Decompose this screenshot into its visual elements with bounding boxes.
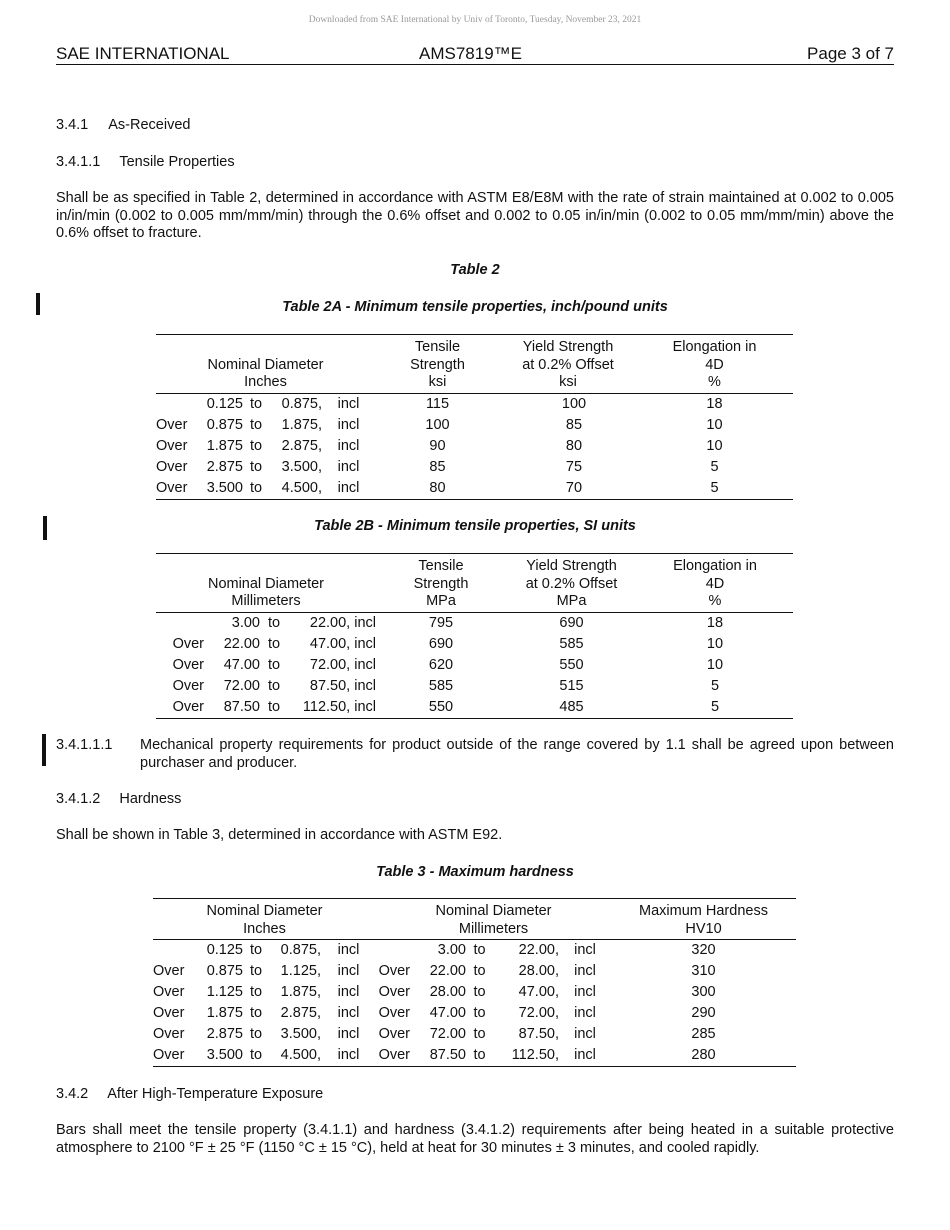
cell-over-inches: Over xyxy=(153,1026,185,1042)
cell-yield-strength: 75 xyxy=(565,458,583,475)
section-3-4-1-heading xyxy=(56,117,190,133)
cell-yield-strength: 85 xyxy=(565,416,583,433)
cell-yield-strength: 485 xyxy=(559,698,584,715)
cell-upto-inches: 1.125, xyxy=(280,963,321,979)
section-title: Hardness xyxy=(119,791,182,807)
header-diameter xyxy=(156,356,375,393)
header-elongation-line1: Elongation in xyxy=(672,339,757,355)
hardness-paragraph: Shall be shown in Table 3, determined in accordance with ASTM E92. xyxy=(56,827,503,843)
cell-to: to xyxy=(249,395,263,412)
cell-over-mm: Over xyxy=(378,1005,410,1021)
header-yield-line2: at 0.2% Offset xyxy=(522,356,614,373)
cell-incl-mm: incl xyxy=(574,963,596,979)
header-inches-line1: Nominal Diameter xyxy=(206,903,323,919)
header-tensile-units: ksi xyxy=(375,374,500,393)
cell-upto-inches: 2.875, xyxy=(280,1005,321,1021)
cell-yield-strength: 690 xyxy=(559,614,584,631)
cell-incl: incl xyxy=(337,458,360,475)
cell-elongation: 18 xyxy=(706,395,723,412)
table-row xyxy=(156,436,793,457)
cell-from: 2.875 xyxy=(206,458,243,475)
cell-tensile-strength: 115 xyxy=(425,395,450,412)
cell-upto: 1.875, xyxy=(281,416,322,433)
cell-over-inches: Over xyxy=(153,963,185,979)
header-tensile-line2: Strength xyxy=(413,575,469,592)
page-header xyxy=(56,44,894,65)
header-diameter-line1: Nominal Diameter xyxy=(207,575,325,592)
cell-over: Over xyxy=(156,437,188,454)
cell-incl-inches: incl xyxy=(337,984,360,1000)
cell-upto: 2.875, xyxy=(281,437,322,454)
cell-incl-inches: incl xyxy=(337,1047,360,1063)
header-elongation-units: % xyxy=(636,374,793,393)
cell-elongation: 5 xyxy=(710,677,720,694)
header-elongation-line2: 4D xyxy=(705,356,724,373)
cell-from: 3.00 xyxy=(231,614,260,631)
section-3-4-1-1-1-text: Mechanical property requirements for product outside of the range covered by 1.1 shall be agreed upon between purchaser and producer. xyxy=(140,737,894,771)
cell-hardness: 310 xyxy=(691,963,716,979)
header-yield-units: MPa xyxy=(506,593,637,612)
cell-elongation: 5 xyxy=(710,479,719,496)
cell-upto-inches: 3.500, xyxy=(280,1026,321,1042)
header-yield-line1: Yield Strength xyxy=(522,339,614,355)
cell-elongation: 5 xyxy=(710,698,720,715)
cell-hardness: 280 xyxy=(691,1047,716,1063)
cell-over-mm: Over xyxy=(378,984,410,1000)
cell-from: 0.875 xyxy=(206,416,243,433)
cell-upto-mm: 112.50, xyxy=(511,1047,559,1063)
cell-from: 3.500 xyxy=(206,479,243,496)
cell-upto: 4.500, xyxy=(281,479,322,496)
section-3-4-1-1-heading xyxy=(56,154,235,170)
table-row xyxy=(153,982,796,1003)
cell-elongation: 10 xyxy=(706,437,723,454)
cell-from-inches: 0.875 xyxy=(206,963,243,979)
table-2-title: Table 2 xyxy=(450,262,500,278)
header-inches-line2: Inches xyxy=(153,921,376,940)
cell-elongation: 5 xyxy=(710,458,719,475)
cell-upto-inches: 4.500, xyxy=(280,1047,321,1063)
cell-over-inches: Over xyxy=(153,984,185,1000)
cell-elongation: 10 xyxy=(706,635,724,652)
cell-incl-inches: incl xyxy=(337,963,360,979)
header-millimeters-line2: Millimeters xyxy=(376,921,611,940)
cell-upto: 47.00, incl xyxy=(309,635,376,652)
cell-incl-mm: incl xyxy=(574,984,596,1000)
cell-yield-strength: 515 xyxy=(559,677,584,694)
header-hardness-line2: HV10 xyxy=(611,921,796,940)
cell-to-inches: to xyxy=(249,984,263,1000)
cell-to: to xyxy=(267,635,281,652)
section-title: Tensile Properties xyxy=(119,154,235,170)
cell-over: Over xyxy=(172,635,204,652)
cell-incl: incl xyxy=(337,416,360,433)
table-row xyxy=(156,457,793,478)
cell-from: 1.875 xyxy=(206,437,243,454)
cell-to: to xyxy=(249,458,263,475)
cell-tensile-strength: 795 xyxy=(428,614,454,631)
cell-incl: incl xyxy=(337,437,360,454)
section-number: 3.4.2 xyxy=(56,1086,89,1102)
cell-over-inches: Over xyxy=(153,1005,185,1021)
header-hardness-line1: Maximum Hardness xyxy=(639,903,768,919)
section-3-4-2-heading xyxy=(56,1086,323,1102)
cell-from-inches: 3.500 xyxy=(206,1047,243,1063)
table-3-caption: Table 3 - Maximum hardness xyxy=(376,864,574,880)
header-tensile-line1: Tensile xyxy=(418,558,464,574)
table-2b xyxy=(156,553,793,719)
cell-upto: 3.500, xyxy=(281,458,322,475)
cell-to-inches: to xyxy=(249,942,263,958)
cell-tensile-strength: 690 xyxy=(428,635,454,652)
header-tensile-units: MPa xyxy=(376,593,506,612)
cell-upto: 72.00, incl xyxy=(309,656,376,673)
cell-upto-mm: 28.00, xyxy=(518,963,559,979)
header-elongation-line2: 4D xyxy=(705,575,725,592)
table-row xyxy=(156,634,793,655)
cell-from-mm: 87.50 xyxy=(429,1047,466,1063)
table-row xyxy=(156,676,793,697)
cell-from-inches: 1.125 xyxy=(206,984,243,1000)
cell-hardness: 285 xyxy=(691,1026,716,1042)
header-diameter xyxy=(156,575,376,612)
table-row xyxy=(153,1003,796,1024)
header-tensile-line1: Tensile xyxy=(414,339,461,355)
high-temperature-paragraph: Bars shall meet the tensile property (3.4.1.1) and hardness (3.4.1.2) requirements after being heated in a suitable protective atmosphere to 2100 °F ± 25 °F (1150 °C ± 15 °C), held at heat for 30 minutes ± 3 minutes, and cooled rapidly. xyxy=(56,1122,894,1156)
cell-over: Over xyxy=(156,416,188,433)
cell-over-inches xyxy=(153,940,197,962)
cell-tensile-strength: 90 xyxy=(429,437,446,454)
table-row xyxy=(153,1024,796,1045)
cell-upto: 87.50, incl xyxy=(309,677,376,694)
cell-to-mm: to xyxy=(473,1026,486,1042)
cell-from-mm: 3.00 xyxy=(437,942,466,958)
cell-over-mm: Over xyxy=(378,1047,410,1063)
table-row xyxy=(156,612,793,634)
table-row xyxy=(156,393,793,415)
cell-upto-mm: 47.00, xyxy=(518,984,559,1000)
table-row xyxy=(156,415,793,436)
cell-upto: 22.00, incl xyxy=(309,614,376,631)
table-3 xyxy=(153,898,796,1067)
header-diameter-line2: Inches xyxy=(244,374,287,390)
cell-to: to xyxy=(249,416,263,433)
table-2a xyxy=(156,334,793,500)
header-diameter-line1: Nominal Diameter xyxy=(207,356,324,373)
cell-to: to xyxy=(267,656,281,673)
cell-upto-mm: 22.00, xyxy=(518,942,559,958)
section-number: 3.4.1 xyxy=(56,117,89,133)
cell-to-mm: to xyxy=(473,963,486,979)
cell-incl-mm: incl xyxy=(574,1047,596,1063)
cell-from-inches: 1.875 xyxy=(206,1005,243,1021)
cell-to-inches: to xyxy=(249,1047,263,1063)
cell-hardness: 290 xyxy=(691,1005,716,1021)
cell-hardness: 320 xyxy=(691,942,716,958)
section-3-4-1-1-1-number: 3.4.1.1.1 xyxy=(56,737,113,753)
cell-tensile-strength: 80 xyxy=(429,479,446,496)
cell-to-mm: to xyxy=(473,1005,486,1021)
header-yield-line2: at 0.2% Offset xyxy=(525,575,618,592)
cell-upto: 0.875, xyxy=(281,395,322,412)
cell-over: Over xyxy=(172,698,204,715)
tensile-properties-paragraph: Shall be as specified in Table 2, determined in accordance with ASTM E8/E8M with the rate of strain maintained at 0.002 to 0.005 in/in/min (0.002 to 0.005 mm/mm/min) through the 0.6% offset and 0.002 to 0.05 in/in/min (0.002 to 0.05 mm/mm/min) above the 0.6% offset to fracture. xyxy=(56,190,894,241)
header-document-number: AMS7819™E xyxy=(419,44,522,63)
table-2a-caption: Table 2A - Minimum tensile properties, inch/pound units xyxy=(282,299,668,315)
cell-upto: 112.50, incl xyxy=(302,698,376,715)
cell-to-inches: to xyxy=(249,1005,263,1021)
header-yield-units: ksi xyxy=(500,374,636,393)
cell-over-mm: Over xyxy=(378,963,410,979)
cell-from-mm: 72.00 xyxy=(429,1026,466,1042)
cell-to-inches: to xyxy=(249,1026,263,1042)
download-watermark: Downloaded from SAE International by Univ of Toronto, Tuesday, November 23, 2021 xyxy=(308,15,642,25)
cell-incl-inches: incl xyxy=(337,1026,360,1042)
table-row xyxy=(156,655,793,676)
revision-bar xyxy=(42,734,46,766)
cell-tensile-strength: 85 xyxy=(429,458,446,475)
cell-from: 0.125 xyxy=(206,395,243,412)
cell-incl: incl xyxy=(337,395,360,412)
cell-from-mm: 22.00 xyxy=(429,963,466,979)
cell-over: Over xyxy=(156,479,188,496)
cell-over: Over xyxy=(172,656,204,673)
cell-over: Over xyxy=(156,458,188,475)
header-elongation-line1: Elongation in xyxy=(673,558,757,574)
table-row xyxy=(156,478,793,500)
cell-upto-inches: 1.875, xyxy=(280,984,321,1000)
cell-from: 72.00 xyxy=(223,677,260,694)
cell-over-inches: Over xyxy=(153,1047,185,1063)
cell-tensile-strength: 585 xyxy=(428,677,454,694)
cell-elongation: 10 xyxy=(706,416,723,433)
cell-from: 47.00 xyxy=(223,656,260,673)
cell-to-inches: to xyxy=(249,963,263,979)
cell-upto-inches: 0.875, xyxy=(280,942,321,958)
section-3-4-1-2-heading xyxy=(56,791,181,807)
cell-yield-strength: 80 xyxy=(565,437,583,454)
cell-incl-inches: incl xyxy=(337,942,360,958)
cell-elongation: 18 xyxy=(706,614,724,631)
cell-to: to xyxy=(267,677,281,694)
cell-yield-strength: 550 xyxy=(559,656,584,673)
section-title: As-Received xyxy=(108,117,191,133)
cell-incl-mm: incl xyxy=(574,1026,596,1042)
header-organization: SAE INTERNATIONAL xyxy=(56,44,230,63)
section-title: After High-Temperature Exposure xyxy=(107,1086,324,1102)
cell-to: to xyxy=(249,437,263,454)
cell-to-mm: to xyxy=(473,1047,486,1063)
cell-over-mm: Over xyxy=(378,1026,410,1042)
cell-from: 87.50 xyxy=(223,698,260,715)
cell-to: to xyxy=(249,479,263,496)
cell-over-mm xyxy=(376,940,410,962)
cell-tensile-strength: 550 xyxy=(428,698,454,715)
cell-over xyxy=(156,612,204,634)
cell-to-mm: to xyxy=(473,942,486,958)
section-number: 3.4.1.1 xyxy=(56,154,101,170)
cell-hardness: 300 xyxy=(691,984,716,1000)
table-row xyxy=(153,940,796,962)
cell-upto-mm: 87.50, xyxy=(518,1026,559,1042)
cell-to-mm: to xyxy=(473,984,486,1000)
cell-over xyxy=(156,393,197,415)
cell-tensile-strength: 100 xyxy=(425,416,450,433)
table-row xyxy=(153,1045,796,1067)
cell-yield-strength: 585 xyxy=(559,635,584,652)
cell-to: to xyxy=(267,698,281,715)
cell-from-mm: 28.00 xyxy=(429,984,466,1000)
cell-upto-mm: 72.00, xyxy=(518,1005,559,1021)
cell-incl-mm: incl xyxy=(574,942,596,958)
table-row xyxy=(156,697,793,719)
cell-elongation: 10 xyxy=(706,656,724,673)
cell-incl-mm: incl xyxy=(574,1005,596,1021)
cell-yield-strength: 70 xyxy=(565,479,583,496)
cell-from-mm: 47.00 xyxy=(429,1005,466,1021)
header-page-number: Page 3 of 7 xyxy=(807,44,894,63)
header-tensile-line2: Strength xyxy=(410,356,465,373)
cell-tensile-strength: 620 xyxy=(428,656,454,673)
cell-from-inches: 0.125 xyxy=(206,942,243,958)
header-elongation-units: % xyxy=(637,593,793,612)
header-yield-line1: Yield Strength xyxy=(526,558,617,574)
cell-to: to xyxy=(267,614,281,631)
table-row xyxy=(153,961,796,982)
cell-from: 22.00 xyxy=(223,635,260,652)
header-millimeters-line1: Nominal Diameter xyxy=(435,903,552,919)
cell-over: Over xyxy=(172,677,204,694)
cell-incl-inches: incl xyxy=(337,1005,360,1021)
section-number: 3.4.1.2 xyxy=(56,791,101,807)
cell-from-inches: 2.875 xyxy=(206,1026,243,1042)
cell-yield-strength: 100 xyxy=(561,395,587,412)
table-2b-caption: Table 2B - Minimum tensile properties, SI units xyxy=(314,518,636,534)
cell-incl: incl xyxy=(337,479,360,496)
header-diameter-line2: Millimeters xyxy=(231,593,301,609)
